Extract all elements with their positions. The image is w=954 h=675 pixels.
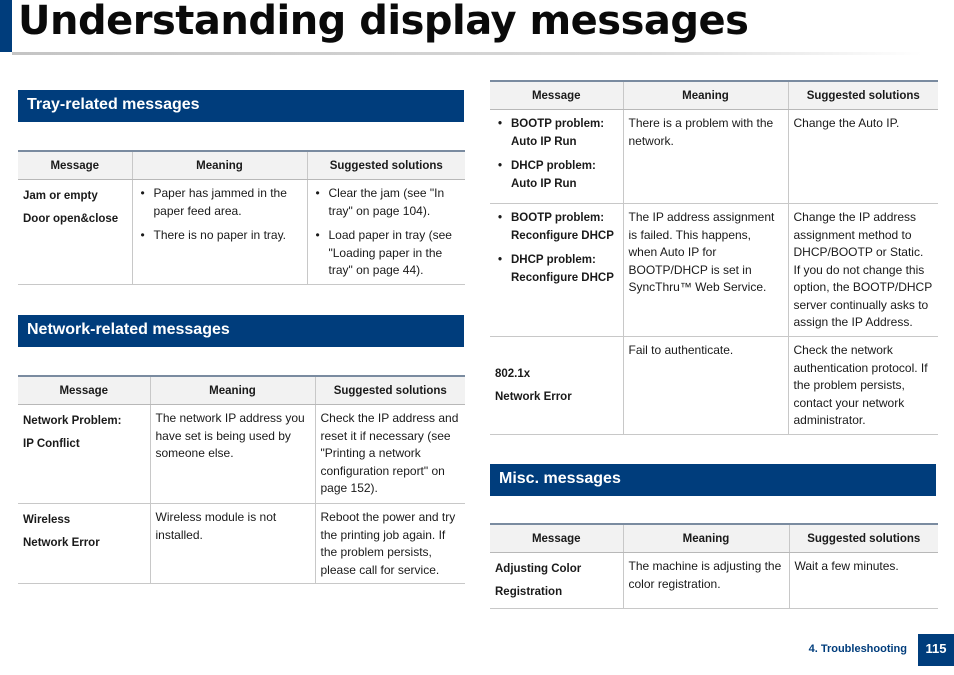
meaning-cell: Wireless module is not installed.: [150, 504, 315, 584]
table-row: [490, 553, 938, 609]
meaning-cell: The IP address assignment is failed. This happens, when Auto IP for BOOTP/DHCP is set in SyncThru™ Web Service.: [623, 204, 788, 337]
list-item: • BOOTP problem: Reconfigure DHCP: [495, 209, 618, 245]
table-row: [18, 180, 465, 285]
page-number: 115: [918, 634, 954, 666]
header-message: Message: [18, 376, 150, 405]
tray-messages-table: [18, 150, 465, 285]
solution-cell: Change the IP address assignment method to DHCP/BOOTP or Static. If you do not change this option, the BOOTP/DHCP server continually asks to assign the IP Address.: [788, 204, 938, 337]
message-line: 802.1x: [495, 368, 531, 380]
footer-section-label: 4. Troubleshooting: [808, 643, 907, 655]
message-line: Network Error: [495, 391, 572, 403]
list-item: • Paper has jammed in the paper feed area.: [138, 185, 302, 220]
message-line: IP Conflict: [23, 438, 80, 450]
message-line: Wireless: [23, 514, 71, 526]
header-solutions: Suggested solutions: [315, 376, 465, 405]
misc-messages-table: [490, 523, 938, 609]
header-message: Message: [18, 151, 132, 180]
solution-cell: Check the network authentication protocol. If the problem persists, contact your network administrator.: [788, 337, 938, 435]
table-row: [490, 110, 938, 204]
table-header-row: [490, 524, 938, 553]
message-line: Adjusting Color: [495, 563, 582, 575]
header-meaning: Meaning: [623, 524, 789, 553]
solution-cell: Wait a few minutes.: [789, 553, 938, 609]
header-meaning: Meaning: [132, 151, 307, 180]
tray-section-header: Tray-related messages: [18, 90, 464, 122]
list-item: • DHCP problem: Reconfigure DHCP: [495, 251, 618, 287]
misc-section-header: Misc. messages: [490, 464, 936, 496]
list-item: • Clear the jam (see "In tray" on page 104).: [313, 185, 461, 220]
message-line: Network Error: [23, 537, 100, 549]
table-header-row: [490, 81, 938, 110]
title-rule: [12, 52, 922, 55]
table-row: [490, 204, 938, 337]
message-line: Jam or empty: [23, 190, 98, 202]
header-meaning: Meaning: [150, 376, 315, 405]
message-cell: [490, 204, 623, 337]
list-item: • Load paper in tray (see "Loading paper in the tray" on page 44).: [313, 227, 461, 280]
title-accent-bar: [0, 0, 12, 52]
message-cell: [490, 110, 623, 204]
message-cell: [18, 504, 150, 584]
message-cell: [18, 405, 150, 504]
table-header-row: [18, 376, 465, 405]
meaning-cell: [132, 180, 307, 285]
network-section-header: Network-related messages: [18, 315, 464, 347]
table-row: [490, 337, 938, 435]
list-item: • There is no paper in tray.: [138, 227, 302, 245]
solution-cell: Reboot the power and try the printing job again. If the problem persists, please call for service.: [315, 504, 465, 584]
header-message: Message: [490, 81, 623, 110]
header-message: Message: [490, 524, 623, 553]
table-row: [18, 504, 465, 584]
header-solutions: Suggested solutions: [307, 151, 465, 180]
message-cell: [490, 553, 623, 609]
list-item: • BOOTP problem: Auto IP Run: [495, 115, 618, 151]
table-row: [18, 405, 465, 504]
header-solutions: Suggested solutions: [788, 81, 938, 110]
meaning-cell: The machine is adjusting the color registration.: [623, 553, 789, 609]
header-solutions: Suggested solutions: [789, 524, 938, 553]
meaning-cell: The network IP address you have set is being used by someone else.: [150, 405, 315, 504]
solution-cell: Change the Auto IP.: [788, 110, 938, 204]
solution-cell: Check the IP address and reset it if necessary (see "Printing a network configuration report" on page 152).: [315, 405, 465, 504]
message-line: Network Problem:: [23, 415, 122, 427]
page-title: Understanding display messages: [18, 0, 749, 44]
network-messages-table: [18, 375, 465, 584]
list-item: • DHCP problem: Auto IP Run: [495, 157, 618, 193]
table-header-row: [18, 151, 465, 180]
message-cell: [490, 337, 623, 435]
meaning-cell: There is a problem with the network.: [623, 110, 788, 204]
solution-cell: [307, 180, 465, 285]
message-cell: [18, 180, 132, 285]
header-meaning: Meaning: [623, 81, 788, 110]
message-line: Door open&close: [23, 213, 119, 225]
meaning-cell: Fail to authenticate.: [623, 337, 788, 435]
network-messages-continued-table: [490, 80, 938, 435]
message-line: Registration: [495, 586, 563, 598]
